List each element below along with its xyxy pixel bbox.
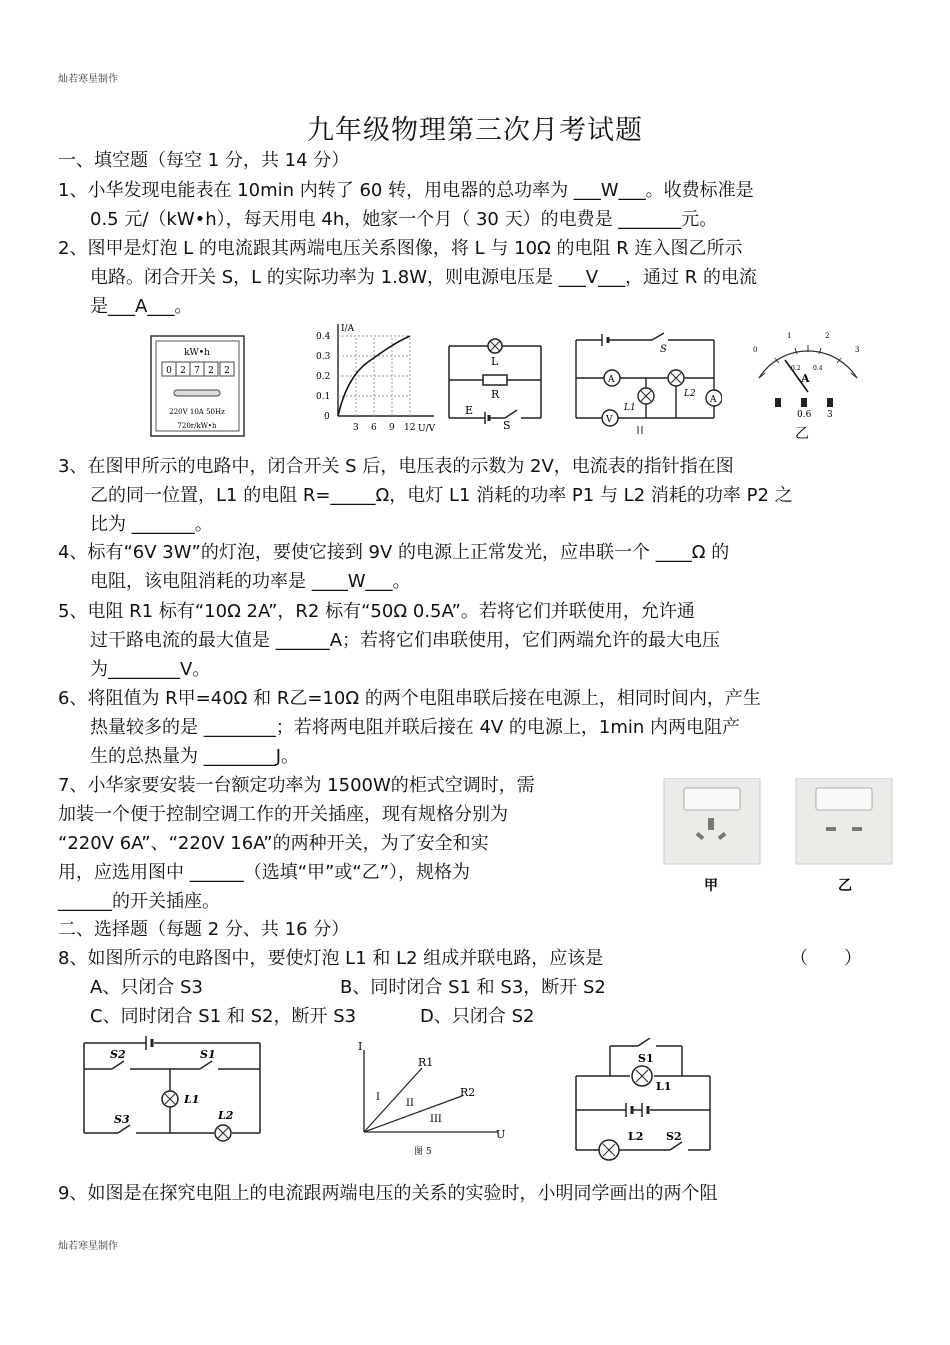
- circuit-label: L1: [656, 1080, 672, 1093]
- q3-line3: 比为 _______。: [90, 514, 213, 535]
- q6-line2: 热量较多的是 ________；若将两电阻并联后接在 4V 的电源上，1min 内两电阻产: [90, 717, 741, 738]
- q8-option-c[interactable]: C、同时闭合 S1 和 S2，断开 S3: [90, 1006, 357, 1027]
- section-heading-choice: 二、选择题（每题 2 分、共 16 分）: [58, 919, 350, 940]
- page-footer-note: 灿若寒星制作: [58, 1241, 118, 1252]
- circuit-label: S3: [114, 1113, 130, 1126]
- q6-line1: 6、将阻值为 R甲=40Ω 和 R乙=10Ω 的两个电阻串联后接在电源上，相同时间内，产生: [58, 688, 761, 709]
- dial-label: 0.2: [791, 365, 801, 372]
- circuit-label: R: [491, 388, 500, 401]
- page-title: 九年级物理第三次月考试题: [307, 115, 643, 146]
- meter-digit: 2: [180, 366, 186, 376]
- q7-line1: 7、小华家要安装一台额定功率为 1500W的柜式空调时，需: [58, 775, 535, 796]
- socket-label-jia: 甲: [704, 878, 718, 894]
- axis-label: I: [358, 1040, 363, 1053]
- q7-line2: 加装一个便于控制空调工作的开关插座，现有规格分别为: [58, 804, 508, 825]
- figure-label-yi: 乙: [795, 426, 809, 442]
- circuit-label: S: [503, 419, 511, 432]
- line-label: R1: [418, 1056, 434, 1069]
- q7-line4: 用，应选用图中 ______（选填“甲”或“乙”），规格为: [58, 862, 471, 883]
- q8-option-b[interactable]: B、同时闭合 S1 和 S3，断开 S2: [340, 977, 606, 998]
- meter-digit: 7: [194, 366, 200, 376]
- meter-unit-label: kW•h: [184, 348, 210, 358]
- iu-curve-graph: [310, 320, 438, 435]
- dial-unit: A: [801, 372, 810, 385]
- dial-label: 2: [825, 332, 830, 340]
- energy-meter-figure: [150, 335, 245, 437]
- dial-terminal: 0.6: [797, 410, 812, 420]
- region-label: III: [430, 1114, 442, 1125]
- q2-line3: 是___A___。: [90, 296, 193, 317]
- q3-line1: 3、在图甲所示的电路中，闭合开关 S 后，电压表的示数为 2V，电流表的指针指在图: [58, 456, 734, 477]
- page-header-note: 灿若寒星制作: [58, 74, 118, 85]
- graph-y-label: I/A: [341, 324, 355, 334]
- q6-line3: 生的总热量为 ________J。: [90, 746, 300, 767]
- dial-label: 0.4: [813, 365, 823, 372]
- circuit-label: L1: [184, 1093, 200, 1106]
- circuit-label: L: [491, 355, 499, 368]
- q5-line2: 过干路电流的最大值是 ______A；若将它们串联使用，它们两端允许的最大电压: [90, 630, 721, 651]
- circuit-label: L2: [218, 1109, 234, 1122]
- circuit-label: A: [608, 375, 615, 385]
- circuit-label: S2: [110, 1048, 126, 1061]
- line-label: R2: [460, 1086, 476, 1099]
- q1-line2: 0.5 元/（kW•h），每天用电 4h，她家一个月（ 30 天）的电费是 _______元。: [90, 209, 718, 230]
- q9-stem: 9、如图是在探究电阻上的电流跟两端电压的关系的实验时，小明同学画出的两个阻: [58, 1183, 718, 1204]
- meter-digit: 0: [166, 366, 172, 376]
- section-heading-fill: 一、填空题（每空 1 分，共 14 分）: [58, 150, 350, 171]
- graph-x-tick: 3: [353, 423, 359, 433]
- meter-digit: 2: [224, 366, 230, 376]
- q9-circuit-figure: [570, 1038, 720, 1163]
- figure-caption: 图 5: [414, 1147, 432, 1157]
- socket-figures: [662, 778, 894, 896]
- graph-y-tick: 0.2: [316, 372, 331, 382]
- graph-y-tick: 0.1: [316, 392, 331, 402]
- region-label: II: [406, 1098, 414, 1109]
- q1-line1: 1、小华发现电能表在 10min 内转了 60 转，用电器的总功率为 ___W___。收费标准是: [58, 180, 754, 201]
- circuit-figure-jia: [572, 330, 722, 442]
- circuit-label: S1: [200, 1048, 216, 1061]
- circuit-label: S1: [638, 1052, 654, 1065]
- q7-line5: ______的开关插座。: [58, 891, 220, 912]
- graph-x-tick: 12: [404, 423, 416, 433]
- circuit-label: V: [606, 415, 613, 425]
- axis-label: U: [496, 1128, 506, 1141]
- graph-origin: 0: [324, 412, 330, 422]
- dial-label: 3: [855, 346, 860, 354]
- dial-label: 0: [753, 346, 758, 354]
- q5-line3: 为________V。: [90, 659, 211, 680]
- circuit-label: L2: [628, 1130, 644, 1143]
- q8-answer-paren: （ ）: [790, 948, 862, 969]
- circuit-label: A: [710, 395, 717, 405]
- meter-rating: 220V 10A 50Hz: [169, 408, 225, 416]
- graph-x-tick: 6: [371, 423, 377, 433]
- circuit-label: L1: [624, 403, 636, 413]
- q4-line1: 4、标有“6V 3W”的灯泡，要使它接到 9V 的电源上正常发光，应串联一个 ____Ω 的: [58, 542, 730, 563]
- circuit-figure-b: [445, 328, 545, 433]
- graph-x-label: U/V: [418, 424, 436, 434]
- circuit-label: L2: [684, 389, 696, 399]
- circuit-label: S: [660, 344, 667, 355]
- dial-label: 1: [787, 332, 792, 340]
- q2-line2: 电路。闭合开关 S，L 的实际功率为 1.8W，则电源电压是 ___V___，通过 R 的电流: [90, 267, 758, 288]
- ammeter-dial-figure: [745, 330, 870, 442]
- graph-x-tick: 9: [389, 423, 395, 433]
- q3-line2: 乙的同一位置，L1 的电阻 R=_____Ω，电灯 L1 消耗的功率 P1 与 L2 消耗的功率 P2 之: [90, 485, 793, 506]
- circuit-label: S2: [666, 1130, 682, 1143]
- region-label: I: [376, 1092, 380, 1103]
- q5-line1: 5、电阻 R1 标有“10Ω 2A”，R2 标有“50Ω 0.5A”。若将它们并联使用，允许通: [58, 601, 695, 622]
- q4-line2: 电阻，该电阻消耗的功率是 ____W___。: [90, 571, 411, 592]
- q8-circuit-figure: [80, 1035, 265, 1145]
- graph-y-tick: 0.3: [316, 352, 331, 362]
- dial-terminal: 3: [827, 410, 833, 420]
- iu-lines-figure: [350, 1040, 515, 1160]
- graph-y-tick: 0.4: [316, 332, 331, 342]
- circuit-label: E: [465, 404, 474, 417]
- q8-option-a[interactable]: A、只闭合 S3: [90, 977, 203, 998]
- q8-stem: 8、如图所示的电路图中，要使灯泡 L1 和 L2 组成并联电路，应该是: [58, 948, 604, 969]
- meter-constant: 720r/kW•h: [177, 422, 217, 430]
- q8-option-d[interactable]: D、只闭合 S2: [420, 1006, 535, 1027]
- q2-line1: 2、图甲是灯泡 L 的电流跟其两端电压关系图像，将 L 与 10Ω 的电阻 R 连入图乙所示: [58, 238, 743, 259]
- socket-label-yi: 乙: [838, 878, 852, 894]
- meter-digit: 2: [208, 366, 214, 376]
- q7-line3: “220V 6A”、“220V 16A”的两种开关，为了安全和实: [58, 833, 489, 854]
